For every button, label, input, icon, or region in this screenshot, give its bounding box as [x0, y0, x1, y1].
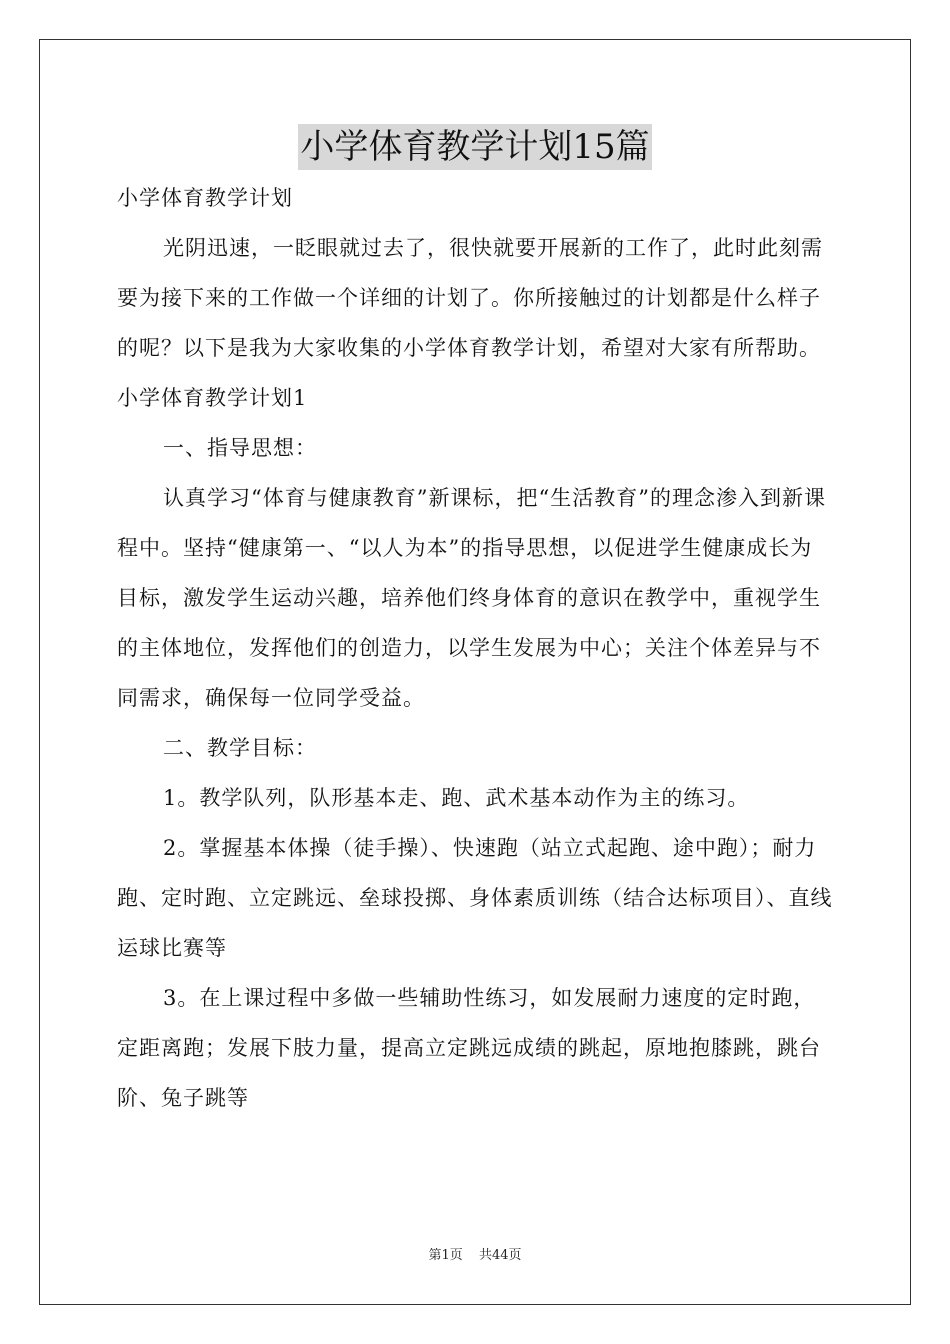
list-item: 3。在上课过程中多做一些辅助性练习，如发展耐力速度的定时跑，定距离跑；发展下肢力量，提高立定跳远成绩的跳起，原地抱膝跳，跳台阶、兔子跳等	[117, 986, 821, 1110]
section-heading: 小学体育教学计划1	[117, 386, 308, 410]
body-paragraph: 认真学习“体育与健康教育”新课标，把“生活教育”的理念渗入到新课程中。坚持“健康第一、“以人为本”的指导思想，以促进学生健康成长为目标，激发学生运动兴趣，培养他们终身体育的意识在教学中，重视学生的主体地位，发挥他们的创造力，以学生发展为中心；关注个体差异与不同需求，确保每一位同学受益。	[117, 486, 826, 710]
intro-paragraph: 光阴迅速，一眨眼就过去了，很快就要开展新的工作了，此时此刻需要为接下来的工作做一个详细的计划了。你所接触过的计划都是什么样子的呢？以下是我为大家收集的小学体育教学计划，希望对大家有所帮助。	[117, 236, 823, 360]
page-footer	[0, 1244, 950, 1263]
subheading-teaching-goals: 二、教学目标：	[163, 736, 317, 760]
list-item: 1。教学队列，队形基本走、跑、武术基本动作为主的练习。	[163, 786, 750, 810]
subheading-guiding-thought: 一、指导思想：	[163, 436, 317, 460]
page-total: 共44页	[478, 1248, 522, 1263]
title-container	[0, 124, 950, 170]
document-title: 小学体育教学计划15篇	[298, 124, 651, 170]
page-number: 第1页	[428, 1248, 463, 1263]
section-heading: 小学体育教学计划	[117, 186, 293, 210]
document-body	[117, 173, 833, 1123]
list-item: 2。掌握基本体操（徒手操）、快速跑（站立式起跑、途中跑）；耐力跑、定时跑、立定跳远、垒球投掷、身体素质训练（结合达标项目）、直线运球比赛等	[117, 836, 833, 960]
